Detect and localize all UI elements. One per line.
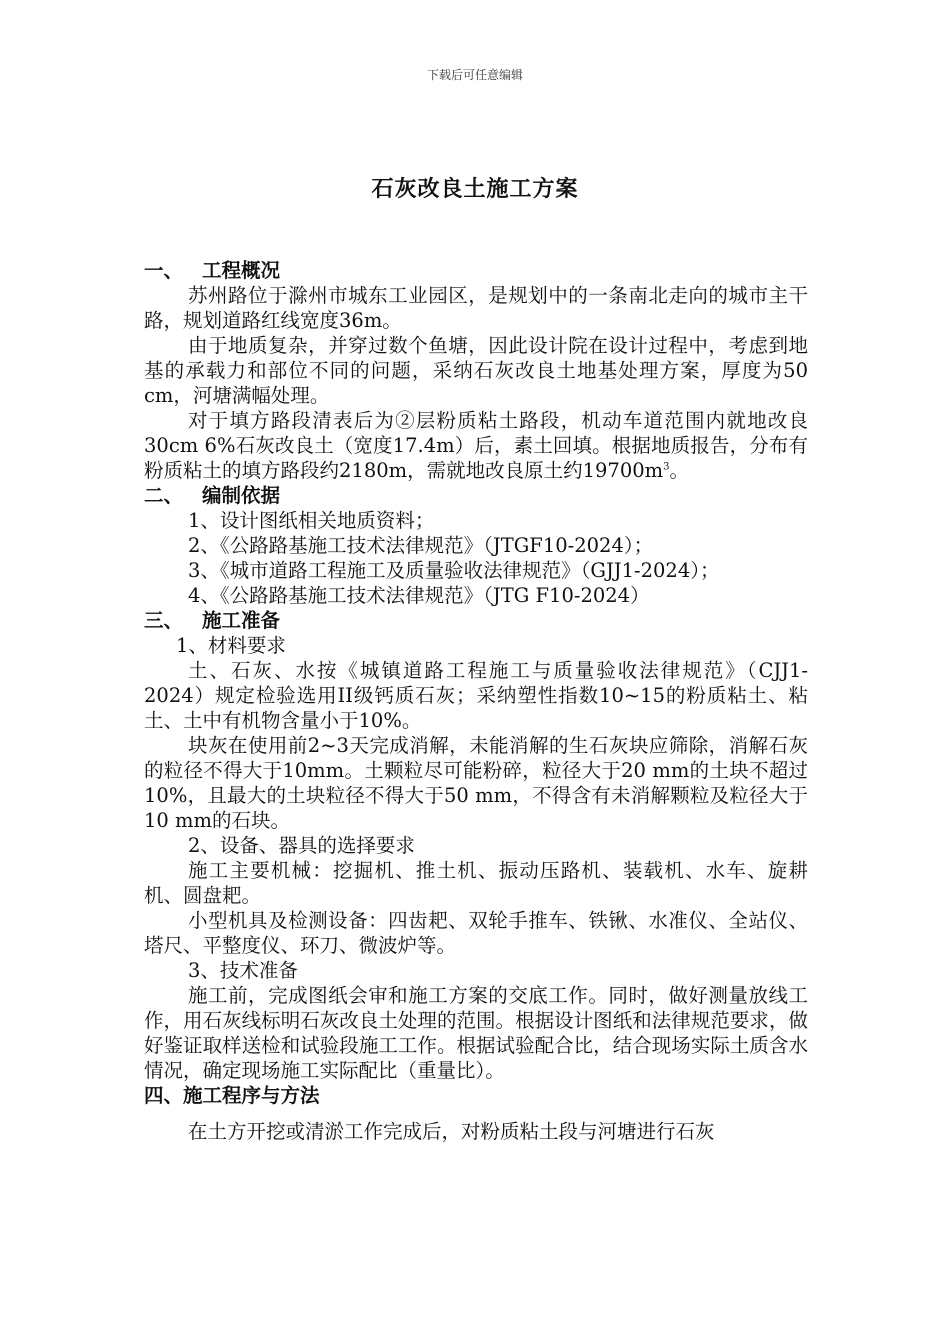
document-title: 石灰改良土施工方案 bbox=[371, 176, 579, 202]
section-heading-4: 四、施工程序与方法 bbox=[144, 1084, 320, 1107]
section-title: 编制依据 bbox=[202, 484, 281, 507]
document-body bbox=[144, 258, 808, 1144]
paragraph: 施工主要机械：挖掘机、推土机、振动压路机、装载机、水车、旋耕机、圆盘耙。 bbox=[144, 859, 808, 907]
paragraph-text: 对于填方路段清表后为②层粉质粘土路段，机动车道范围内就地改良30cm 6%石灰改良土（宽度17.4m）后，素土回填。根据地质报告，分布有粉质粘土的填方路段约2180m，需就地改良原土约19700m bbox=[144, 409, 808, 482]
section-number: 一、 bbox=[144, 259, 184, 282]
section-heading-3 bbox=[144, 608, 808, 633]
paragraph bbox=[144, 408, 808, 483]
section-number: 三、 bbox=[144, 609, 184, 632]
paragraph: 由于地质复杂，并穿过数个鱼塘，因此设计院在设计过程中，考虑到地基的承载力和部位不同的问题，采纳石灰改良土地基处理方案，厚度为50 cm，河塘满幅处理。 bbox=[144, 334, 808, 407]
paragraph: 块灰在使用前2~3天完成消解，未能消解的生石灰块应筛除，消解石灰的粒径不得大于10mm。土颗粒尽可能粉碎，粒径大于20 mm的土块不超过10%，且最大的土块粒径不得大于50 mm，不得含有未消解颗粒及粒径大于10 mm的石块。 bbox=[144, 734, 808, 832]
list-item: 1、设计图纸相关地质资料； bbox=[188, 509, 435, 532]
list-item: 2、《公路路基施工技术法律规范》（JTGF10-2024）； bbox=[188, 534, 654, 557]
subsection-heading: 3、技术准备 bbox=[188, 959, 298, 982]
subsection-heading: 1、材料要求 bbox=[176, 634, 286, 657]
paragraph: 施工前，完成图纸会审和施工方案的交底工作。同时，做好测量放线工作，用石灰线标明石灰改良土处理的范围。根据设计图纸和法律规范要求，做好鉴证取样送检和试验段施工工作。根据试验配合比，结合现场实际土质含水情况，确定现场施工实际配比（重量比）。 bbox=[144, 984, 808, 1082]
paragraph: 土、石灰、水按《城镇道路工程施工与质量验收法律规范》（CJJ1-2024）规定检验选用II级钙质石灰；采纳塑性指数10~15的粉质粘土、粘土、土中有机物含量小于10%。 bbox=[144, 659, 808, 732]
paragraph: 苏州路位于滁州市城东工业园区，是规划中的一条南北走向的城市主干路，规划道路红线宽度36m。 bbox=[144, 284, 808, 332]
paragraph: 在土方开挖或清淤工作完成后，对粉质粘土段与河塘进行石灰 bbox=[188, 1120, 715, 1143]
section-heading-1 bbox=[144, 258, 808, 283]
page-header: 下载后可任意编辑 bbox=[426, 68, 523, 82]
list-item: 3、《城市道路工程施工及质量验收法律规范》（GJJ1-2024）； bbox=[188, 559, 720, 582]
list-item: 4、《公路路基施工技术法律规范》（JTG F10-2024） bbox=[188, 584, 650, 607]
paragraph: 小型机具及检测设备：四齿耙、双轮手推车、铁锹、水准仪、全站仪、塔尺、平整度仪、环刀、微波炉等。 bbox=[144, 909, 808, 957]
section-title: 施工准备 bbox=[202, 609, 281, 632]
paragraph-end: 。 bbox=[669, 459, 690, 482]
section-title: 工程概况 bbox=[202, 259, 281, 282]
section-number: 二、 bbox=[144, 484, 184, 507]
superscript: 3 bbox=[663, 461, 670, 473]
subsection-heading: 2、设备、器具的选择要求 bbox=[188, 834, 415, 857]
section-heading-2 bbox=[144, 483, 808, 508]
